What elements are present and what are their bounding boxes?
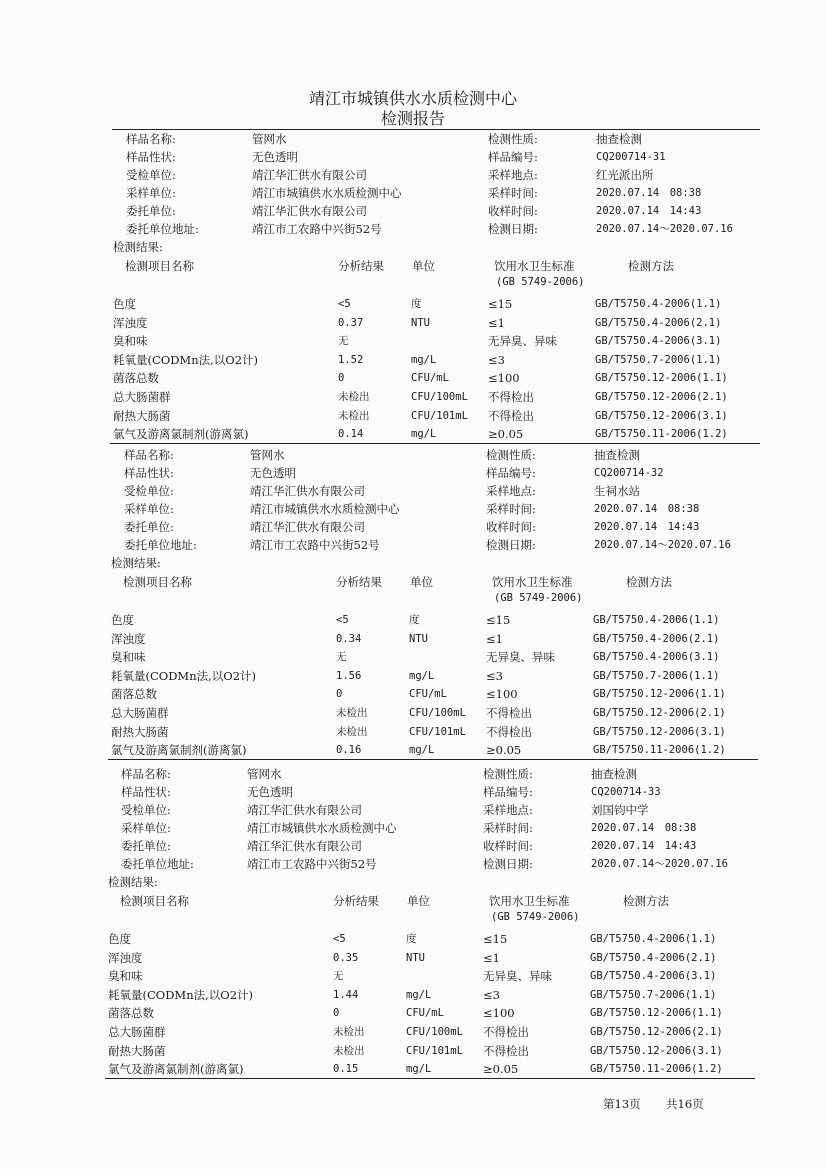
- table-row-standard: ≤100: [483, 1006, 515, 1021]
- section-rule: [105, 1078, 755, 1079]
- table-row-item: 菌落总数: [108, 1006, 154, 1021]
- table-row-unit: mg/L: [411, 428, 437, 441]
- table-row-item: 菌落总数: [113, 371, 159, 386]
- header-rule: [112, 129, 760, 130]
- table-row-unit: CFU/mL: [411, 372, 449, 385]
- field-label-nature: 检测性质:: [486, 448, 536, 462]
- field-label-sampling_site: 采样地点:: [486, 484, 536, 498]
- col-header-standard-code: (GB 5749-2006): [496, 276, 585, 288]
- table-row-method: GB/T5750.11-2006(1.2): [595, 428, 728, 441]
- table-row-result: 无: [336, 651, 347, 664]
- table-row-standard: 无异臭、异味: [483, 969, 552, 984]
- table-row-unit: 度: [411, 298, 422, 310]
- table-row-item: 浑浊度: [113, 315, 148, 330]
- table-row-method: GB/T5750.4-2006(3.1): [593, 651, 720, 664]
- report-org-title: 靖江市城镇供水水质检测中心: [308, 89, 517, 108]
- table-row-unit: mg/L: [409, 744, 435, 757]
- table-row-standard: 不得检出: [488, 408, 534, 423]
- table-row-result: 0: [338, 372, 345, 385]
- col-header-result: 分析结果: [336, 575, 382, 589]
- page-total: 共16页: [666, 1097, 704, 1111]
- table-row-result: 0.16: [336, 744, 362, 757]
- col-header-method: 检测方法: [628, 259, 674, 273]
- table-row-item: 耗氧量(CODMn法,以O2计): [113, 352, 259, 367]
- table-row-method: GB/T5750.12-2006(2.1): [590, 1026, 723, 1038]
- field-value-sample_no: CQ200714-31: [596, 151, 666, 163]
- col-header-method: 检测方法: [623, 894, 669, 908]
- table-row-result: 未检出: [336, 725, 368, 738]
- table-row-method: GB/T5750.12-2006(3.1): [593, 725, 726, 738]
- table-row-item: 色度: [113, 297, 136, 311]
- report-title: 检测报告: [380, 109, 445, 128]
- table-row-result: 0.34: [336, 632, 362, 645]
- col-header-result: 分析结果: [333, 894, 379, 908]
- field-value-nature: 抽查检测: [594, 448, 640, 462]
- table-row-item: 臭和味: [111, 650, 146, 665]
- field-label-sample_name: 样品名称:: [121, 767, 171, 781]
- field-value-sample_no: CQ200714-33: [591, 786, 661, 798]
- field-label-sampling_time: 采样时间:: [486, 502, 536, 516]
- table-row-item: 耐热大肠菌: [113, 408, 171, 423]
- table-row-item: 臭和味: [108, 969, 143, 984]
- field-label-sample_no: 样品编号:: [483, 785, 533, 799]
- table-row-result: 0: [333, 1007, 340, 1020]
- field-label-sampling_site: 采样地点:: [483, 803, 533, 817]
- table-row-result: 未检出: [338, 409, 370, 422]
- col-header-standard-code: (GB 5749-2006): [494, 592, 583, 604]
- field-value-test_date: 2020.07.14～2020.07.16: [594, 539, 731, 551]
- field-value-sampling_site: 刘国钧中学: [591, 803, 649, 817]
- field-value-receive_time: 2020.07.14 14:43: [596, 205, 702, 217]
- field-value-sample_name: 管网水: [247, 767, 282, 781]
- field-label-sampling_site: 采样地点:: [488, 168, 538, 182]
- field-label-receive_time: 收样时间:: [486, 520, 536, 534]
- table-row-method: GB/T5750.4-2006(1.1): [593, 614, 720, 626]
- field-value-sample_name: 管网水: [250, 448, 285, 462]
- field-value-sample_state: 无色透明: [247, 785, 293, 799]
- field-value-entrust_unit: 靖江华汇供水有限公司: [250, 520, 365, 534]
- field-label-sample_no: 样品编号:: [486, 466, 536, 480]
- field-value-entrust_addr: 靖江市工农路中兴街52号: [247, 857, 377, 871]
- field-value-receive_time: 2020.07.14 14:43: [594, 521, 700, 533]
- col-header-item: 检测项目名称: [120, 894, 189, 908]
- col-header-standard-code: (GB 5749-2006): [491, 911, 580, 923]
- table-row-method: GB/T5750.12-2006(1.1): [590, 1007, 723, 1020]
- table-row-unit: NTU: [406, 951, 425, 964]
- section-rule: [110, 443, 760, 444]
- table-row-item: 色度: [111, 613, 134, 627]
- table-row-unit: NTU: [411, 316, 430, 329]
- table-row-result: 0.14: [338, 428, 364, 441]
- table-row-result: 未检出: [333, 1044, 365, 1057]
- field-value-test_date: 2020.07.14～2020.07.16: [596, 223, 733, 235]
- field-value-sampling_time: 2020.07.14 08:38: [596, 187, 702, 199]
- table-row-standard: ≤3: [486, 668, 503, 683]
- table-row-unit: mg/L: [411, 353, 437, 366]
- col-header-standard: 饮用水卫生标准: [492, 575, 573, 589]
- field-label-inspected_unit: 受检单位:: [126, 168, 176, 182]
- table-row-result: 无: [338, 335, 349, 348]
- table-row-standard: 不得检出: [486, 724, 532, 739]
- table-row-method: GB/T5750.12-2006(2.1): [593, 707, 726, 719]
- field-value-entrust_addr: 靖江市工农路中兴街52号: [250, 538, 380, 552]
- field-value-test_date: 2020.07.14～2020.07.16: [591, 858, 728, 870]
- field-label-sampling_unit: 采样单位:: [124, 502, 174, 516]
- page-number: 第13页: [603, 1097, 641, 1111]
- results-label: 检测结果:: [111, 556, 161, 570]
- table-row-item: 总大肠菌群: [108, 1025, 166, 1039]
- table-row-item: 总大肠菌群: [113, 390, 171, 404]
- table-row-standard: ≤3: [483, 987, 500, 1002]
- col-header-item: 检测项目名称: [125, 259, 194, 273]
- table-row-item: 氯气及游离氯制剂(游离氯): [108, 1062, 244, 1077]
- table-row-standard: ≤15: [488, 297, 513, 311]
- field-label-sampling_unit: 采样单位:: [126, 186, 176, 200]
- table-row-unit: 度: [409, 614, 420, 626]
- table-row-result: 0.37: [338, 316, 364, 329]
- field-label-sample_name: 样品名称:: [124, 448, 174, 462]
- field-value-sampling_time: 2020.07.14 08:38: [591, 822, 697, 834]
- table-row-item: 氯气及游离氯制剂(游离氯): [111, 743, 247, 758]
- table-row-result: 0.15: [333, 1063, 359, 1076]
- field-value-sample_state: 无色透明: [250, 466, 296, 480]
- table-row-standard: 不得检出: [483, 1025, 529, 1039]
- field-value-sampling_unit: 靖江市城镇供水水质检测中心: [250, 502, 400, 516]
- table-row-method: GB/T5750.12-2006(2.1): [595, 391, 728, 403]
- table-row-unit: CFU/mL: [406, 1007, 444, 1020]
- field-label-sample_state: 样品性状:: [126, 150, 176, 164]
- table-row-unit: CFU/100mL: [406, 1026, 463, 1038]
- table-row-method: GB/T5750.12-2006(3.1): [590, 1044, 723, 1057]
- table-row-item: 氯气及游离氯制剂(游离氯): [113, 427, 249, 442]
- table-row-method: GB/T5750.11-2006(1.2): [590, 1063, 723, 1076]
- results-label: 检测结果:: [113, 240, 163, 254]
- table-row-method: GB/T5750.4-2006(3.1): [595, 335, 722, 348]
- table-row-method: GB/T5750.7-2006(1.1): [593, 669, 720, 682]
- table-row-unit: CFU/101mL: [406, 1044, 463, 1057]
- field-label-entrust_addr: 委托单位地址:: [126, 222, 199, 236]
- table-row-result: <5: [338, 298, 351, 310]
- field-label-nature: 检测性质:: [488, 132, 538, 146]
- table-row-standard: ≤1: [483, 950, 500, 965]
- field-label-nature: 检测性质:: [483, 767, 533, 781]
- table-row-method: GB/T5750.12-2006(3.1): [595, 409, 728, 422]
- col-header-unit: 单位: [410, 575, 433, 589]
- table-row-item: 耐热大肠菌: [108, 1043, 166, 1058]
- table-row-result: 无: [333, 970, 344, 983]
- field-value-sampling_unit: 靖江市城镇供水水质检测中心: [252, 186, 402, 200]
- table-row-standard: 不得检出: [483, 1043, 529, 1058]
- field-label-inspected_unit: 受检单位:: [124, 484, 174, 498]
- field-value-nature: 抽查检测: [591, 767, 637, 781]
- table-row-item: 总大肠菌群: [111, 706, 169, 720]
- table-row-standard: 无异臭、异味: [488, 334, 557, 349]
- table-row-standard: 不得检出: [488, 390, 534, 404]
- field-value-receive_time: 2020.07.14 14:43: [591, 840, 697, 852]
- table-row-unit: CFU/101mL: [409, 725, 466, 738]
- table-row-result: 未检出: [333, 1026, 365, 1038]
- field-label-receive_time: 收样时间:: [488, 204, 538, 218]
- field-value-entrust_addr: 靖江市工农路中兴街52号: [252, 222, 382, 236]
- table-row-result: 1.56: [336, 669, 362, 682]
- table-row-method: GB/T5750.4-2006(2.1): [593, 632, 720, 645]
- field-label-sampling_time: 采样时间:: [483, 821, 533, 835]
- results-label: 检测结果:: [108, 875, 158, 889]
- field-label-sampling_unit: 采样单位:: [121, 821, 171, 835]
- table-row-result: 未检出: [336, 707, 368, 719]
- table-row-standard: ≥0.05: [483, 1062, 519, 1077]
- field-label-sample_no: 样品编号:: [488, 150, 538, 164]
- field-label-entrust_addr: 委托单位地址:: [124, 538, 197, 552]
- table-row-result: 0.35: [333, 951, 359, 964]
- table-row-unit: CFU/100mL: [409, 707, 466, 719]
- field-value-entrust_unit: 靖江华汇供水有限公司: [252, 204, 367, 218]
- table-row-method: GB/T5750.4-2006(1.1): [590, 933, 717, 945]
- table-row-item: 耗氧量(CODMn法,以O2计): [108, 987, 254, 1002]
- table-row-method: GB/T5750.4-2006(2.1): [590, 951, 717, 964]
- table-row-result: 1.52: [338, 353, 364, 366]
- table-row-item: 浑浊度: [108, 950, 143, 965]
- table-row-result: 未检出: [338, 391, 370, 403]
- field-label-test_date: 检测日期:: [488, 222, 538, 236]
- field-value-sampling_site: 红光派出所: [596, 168, 654, 182]
- field-label-inspected_unit: 受检单位:: [121, 803, 171, 817]
- table-row-unit: CFU/101mL: [411, 409, 468, 422]
- table-row-standard: ≤15: [486, 613, 511, 627]
- table-row-unit: mg/L: [409, 669, 435, 682]
- table-row-standard: 无异臭、异味: [486, 650, 555, 665]
- table-row-standard: 不得检出: [486, 706, 532, 720]
- table-row-unit: 度: [406, 933, 417, 945]
- field-label-receive_time: 收样时间:: [483, 839, 533, 853]
- col-header-standard: 饮用水卫生标准: [489, 894, 570, 908]
- table-row-unit: CFU/mL: [409, 688, 447, 701]
- field-label-sample_state: 样品性状:: [121, 785, 171, 799]
- table-row-item: 浑浊度: [111, 631, 146, 646]
- section-rule: [108, 759, 758, 760]
- table-row-standard: ≥0.05: [486, 743, 522, 758]
- field-label-sampling_time: 采样时间:: [488, 186, 538, 200]
- col-header-result: 分析结果: [338, 259, 384, 273]
- table-row-item: 耐热大肠菌: [111, 724, 169, 739]
- field-value-inspected_unit: 靖江华汇供水有限公司: [252, 168, 367, 182]
- field-value-sample_state: 无色透明: [252, 150, 298, 164]
- table-row-item: 菌落总数: [111, 687, 157, 702]
- table-row-standard: ≤15: [483, 932, 508, 946]
- table-row-method: GB/T5750.4-2006(1.1): [595, 298, 722, 310]
- table-row-unit: mg/L: [406, 988, 432, 1001]
- table-row-standard: ≤100: [486, 687, 518, 702]
- field-value-inspected_unit: 靖江华汇供水有限公司: [247, 803, 362, 817]
- table-row-item: 臭和味: [113, 334, 148, 349]
- table-row-unit: CFU/100mL: [411, 391, 468, 403]
- table-row-item: 色度: [108, 932, 131, 946]
- table-row-result: 1.44: [333, 988, 359, 1001]
- field-value-sample_name: 管网水: [252, 132, 287, 146]
- table-row-standard: ≤1: [488, 315, 505, 330]
- table-row-unit: NTU: [409, 632, 428, 645]
- col-header-unit: 单位: [407, 894, 430, 908]
- table-row-method: GB/T5750.7-2006(1.1): [590, 988, 717, 1001]
- table-row-result: 0: [336, 688, 343, 701]
- table-row-standard: ≤1: [486, 631, 503, 646]
- field-value-nature: 抽查检测: [596, 132, 642, 146]
- field-value-sampling_time: 2020.07.14 08:38: [594, 503, 700, 515]
- field-value-entrust_unit: 靖江华汇供水有限公司: [247, 839, 362, 853]
- field-label-entrust_unit: 委托单位:: [121, 839, 171, 853]
- field-label-test_date: 检测日期:: [483, 857, 533, 871]
- table-row-method: GB/T5750.12-2006(1.1): [593, 688, 726, 701]
- table-row-standard: ≤100: [488, 371, 520, 386]
- col-header-item: 检测项目名称: [123, 575, 192, 589]
- field-value-sample_no: CQ200714-32: [594, 467, 664, 479]
- table-row-method: GB/T5750.12-2006(1.1): [595, 372, 728, 385]
- field-label-entrust_unit: 委托单位:: [124, 520, 174, 534]
- table-row-standard: ≤3: [488, 352, 505, 367]
- table-row-item: 耗氧量(CODMn法,以O2计): [111, 668, 257, 683]
- field-label-entrust_unit: 委托单位:: [126, 204, 176, 218]
- field-label-sample_name: 样品名称:: [126, 132, 176, 146]
- table-row-method: GB/T5750.4-2006(3.1): [590, 970, 717, 983]
- field-label-sample_state: 样品性状:: [124, 466, 174, 480]
- table-row-result: <5: [336, 614, 349, 626]
- col-header-method: 检测方法: [626, 575, 672, 589]
- table-row-standard: ≥0.05: [488, 427, 524, 442]
- field-label-test_date: 检测日期:: [486, 538, 536, 552]
- table-row-method: GB/T5750.11-2006(1.2): [593, 744, 726, 757]
- field-label-entrust_addr: 委托单位地址:: [121, 857, 194, 871]
- field-value-sampling_unit: 靖江市城镇供水水质检测中心: [247, 821, 397, 835]
- col-header-standard: 饮用水卫生标准: [494, 259, 575, 273]
- table-row-unit: mg/L: [406, 1063, 432, 1076]
- field-value-inspected_unit: 靖江华汇供水有限公司: [250, 484, 365, 498]
- field-value-sampling_site: 生祠水站: [594, 484, 640, 498]
- table-row-method: GB/T5750.4-2006(2.1): [595, 316, 722, 329]
- table-row-result: <5: [333, 933, 346, 945]
- table-row-method: GB/T5750.7-2006(1.1): [595, 353, 722, 366]
- col-header-unit: 单位: [412, 259, 435, 273]
